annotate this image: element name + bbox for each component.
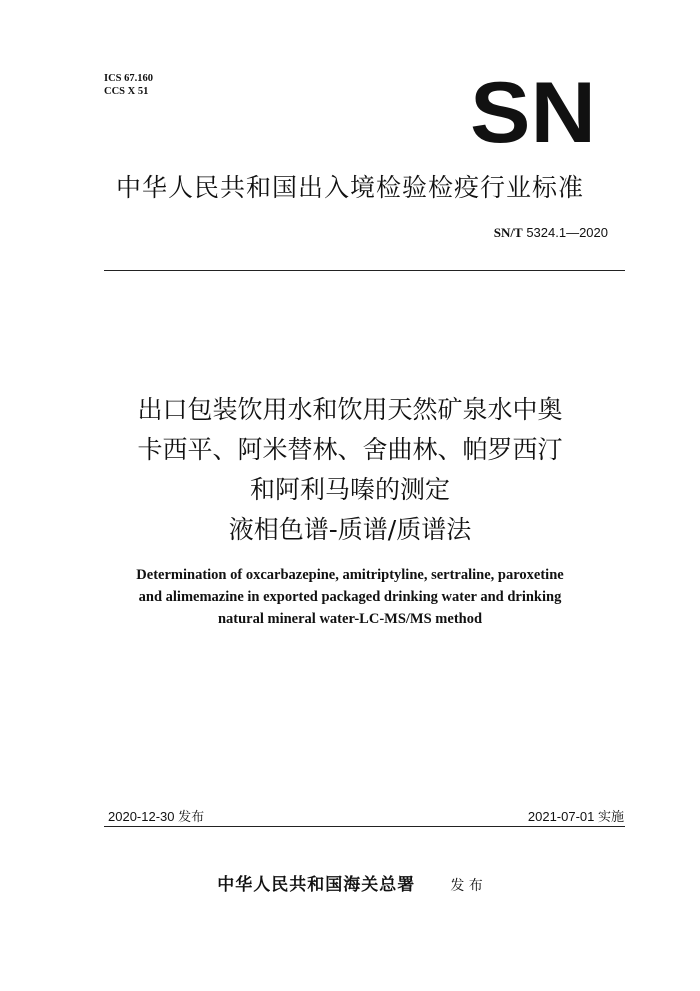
header-divider — [104, 270, 625, 271]
chinese-title — [0, 390, 700, 550]
sn-logo-text: SN — [470, 80, 596, 144]
sn-logo — [470, 80, 596, 144]
issuer-action: 发 布 — [450, 878, 483, 894]
standard-number — [494, 225, 608, 241]
chinese-title-line: 和阿利马嗪的测定 — [249, 475, 450, 504]
classification-codes — [104, 72, 153, 98]
chinese-title-line: 卡西平、阿米替林、舍曲林、帕罗西汀 — [137, 435, 563, 464]
english-title-line: natural mineral water-LC-MS/MS method — [217, 611, 483, 627]
chinese-title-line: 液相色谱-质谱/质谱法 — [228, 515, 472, 544]
standard-number-value: 5324.1—2020 — [526, 225, 608, 240]
english-title-line: Determination of oxcarbazepine, amitriptyline, sertraline, paroxetine — [136, 567, 564, 583]
issuer-name: 中华人民共和国海关总署 — [217, 875, 416, 895]
chinese-title-line: 出口包装饮用水和饮用天然矿泉水中奥 — [137, 395, 563, 424]
issuing-authority — [0, 870, 700, 895]
english-title — [0, 564, 700, 630]
ics-code: ICS 67.160 — [104, 73, 154, 84]
ccs-code: CCS X 51 — [104, 86, 149, 97]
standard-number-prefix: SN/T — [493, 225, 523, 240]
footer-divider — [104, 826, 625, 827]
standard-organization-title: 中华人民共和国出入境检验检疫行业标准 — [115, 173, 584, 202]
english-title-line: and alimemazine in exported packaged drinking water and drinking — [138, 589, 562, 605]
issue-date: 2020-12-30 发布 — [108, 809, 205, 824]
implementation-date: 2021-07-01 实施 — [527, 809, 624, 824]
